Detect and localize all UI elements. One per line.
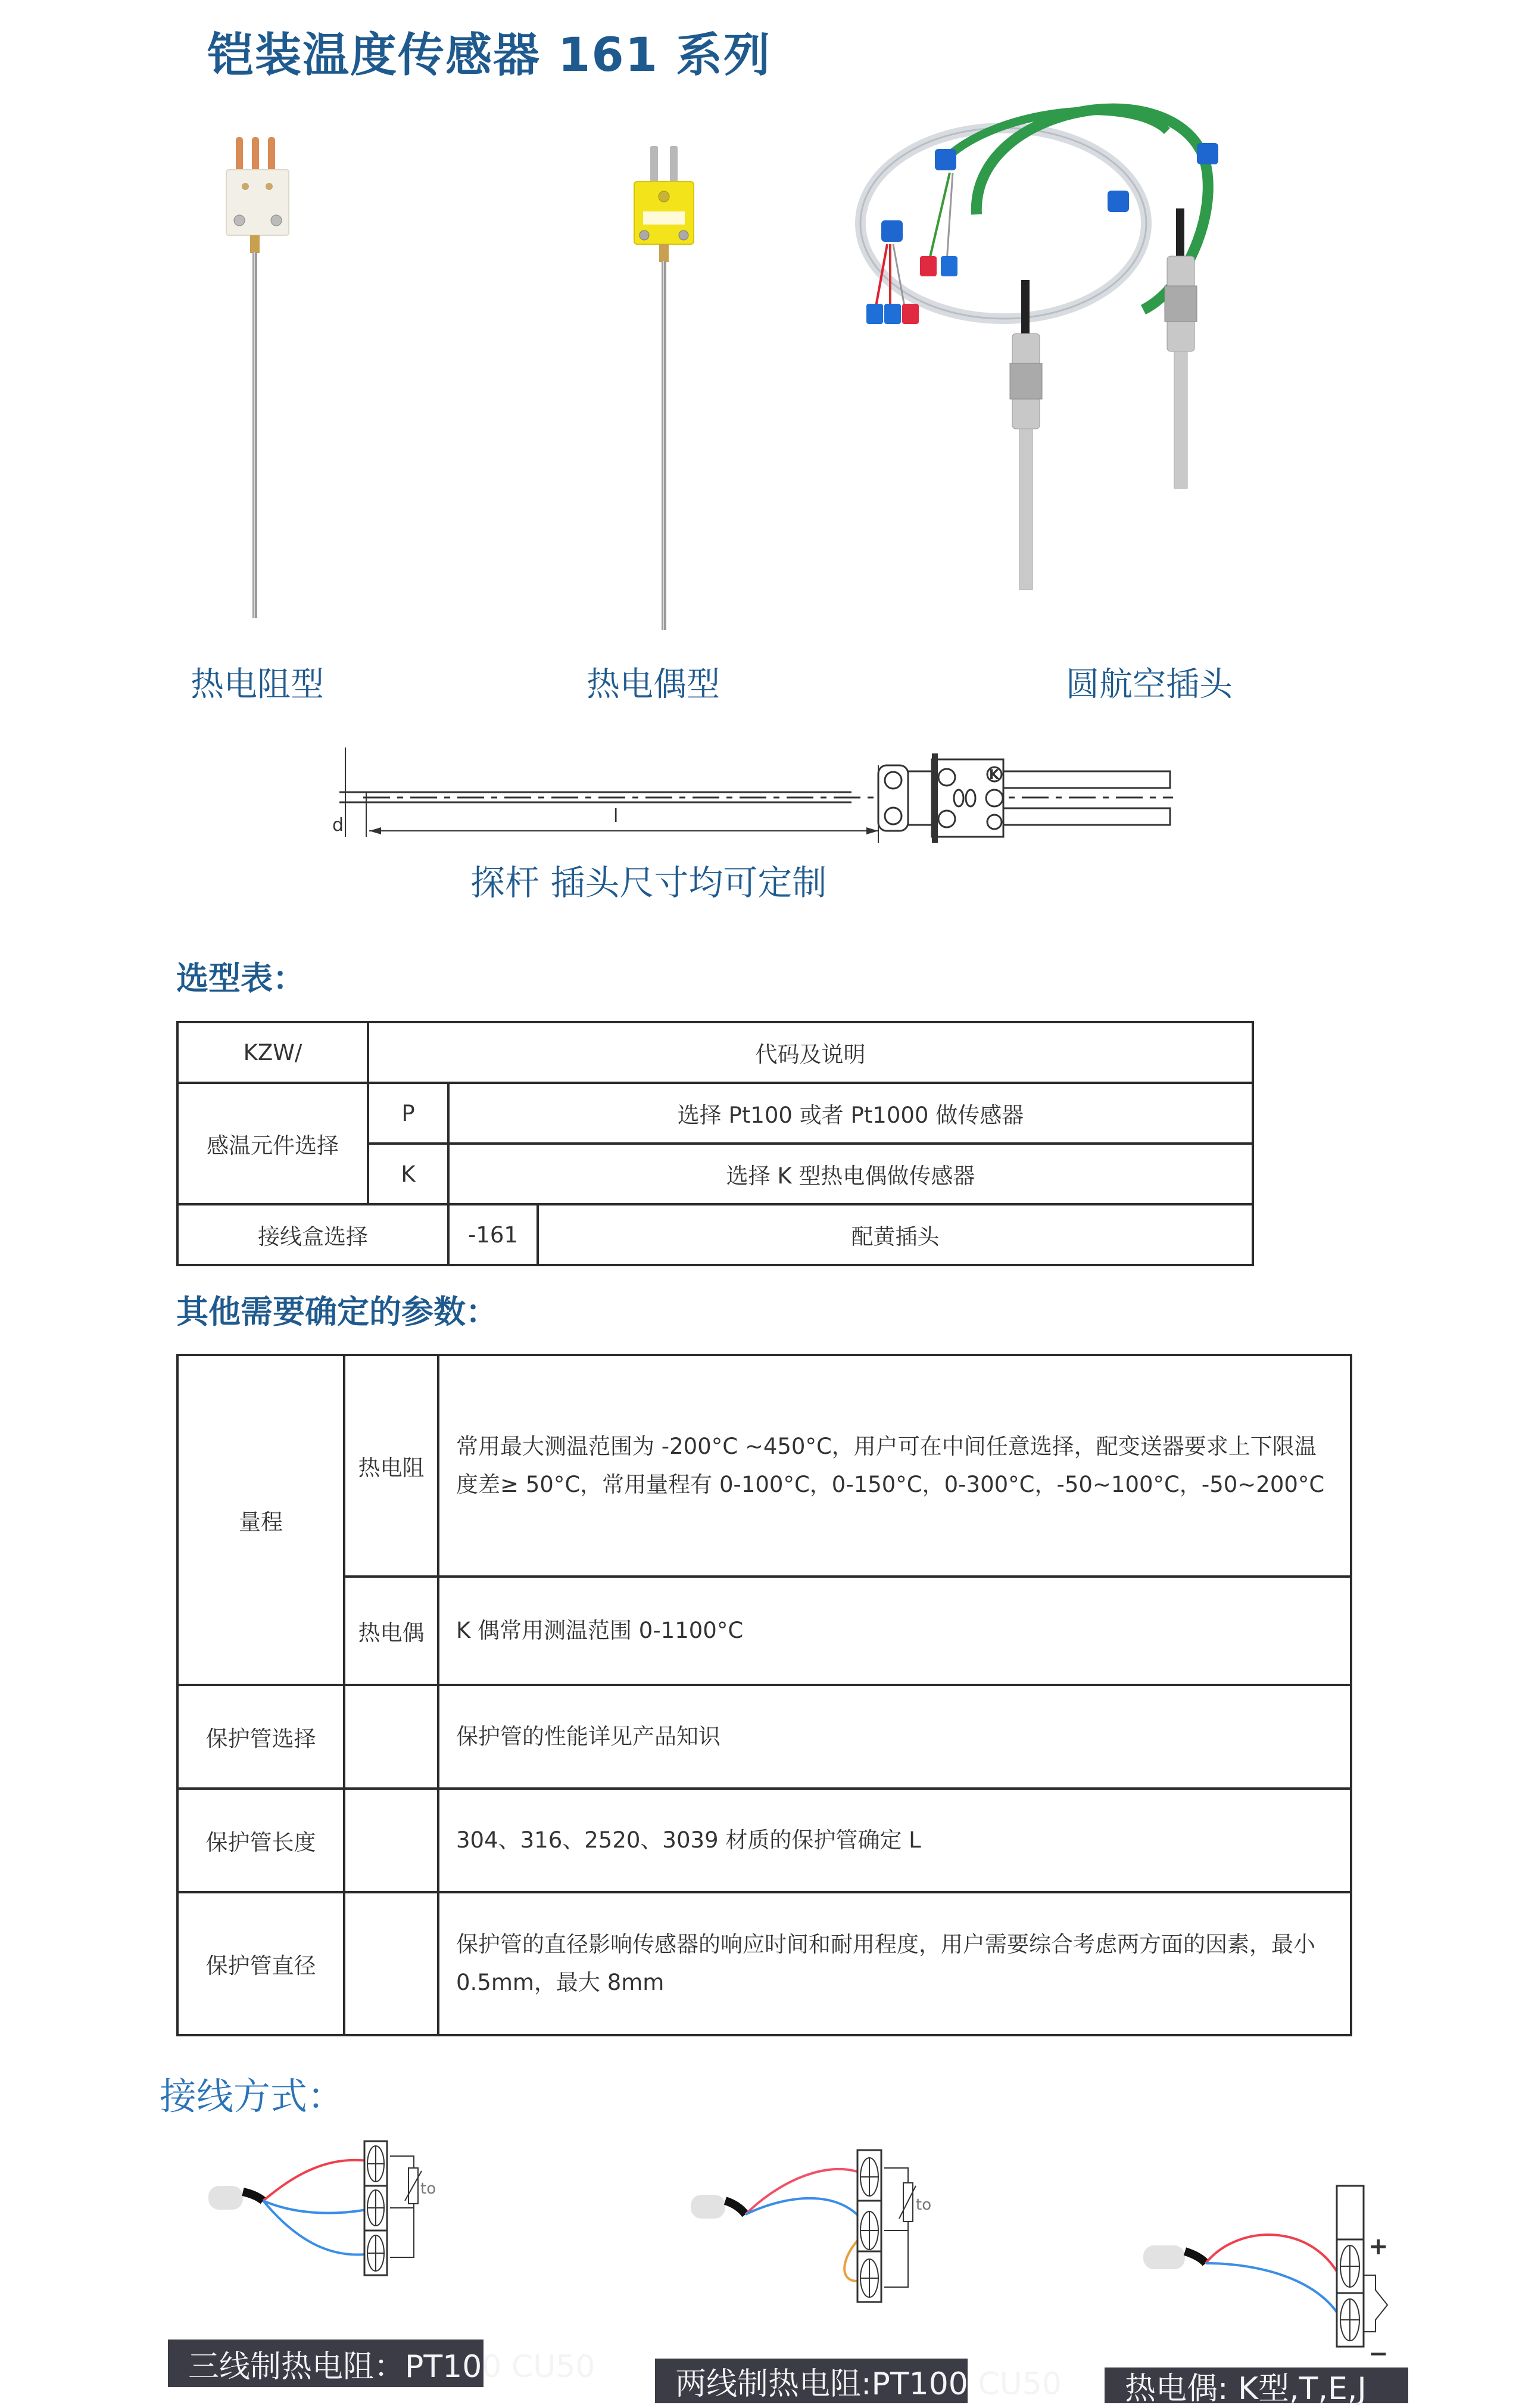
three-wire-rtd-caption: 三线制热电阻：PT100 CU50 — [168, 2340, 484, 2387]
thermocouple-caption: 热电偶: K型,T,E,J — [1105, 2367, 1408, 2403]
selection-table-heading: 选型表： — [176, 960, 305, 997]
aviation-connector-probes-image — [834, 83, 1298, 649]
two-wire-rtd-caption: 两线制热电阻:PT100 CU50 — [655, 2359, 968, 2403]
range-type-rtd: 热电阻 — [344, 1355, 438, 1577]
two-wire-rtd-diagram — [679, 2150, 988, 2311]
resistor-label: to — [916, 2196, 932, 2214]
tube-length-desc: 304、316、2520、3039 材质的保护管确定 L — [438, 1789, 1351, 1892]
product-label-thermocouple: 热电偶型 — [587, 665, 720, 704]
diameter-symbol: d — [332, 815, 344, 836]
dimension-caption: 探杆 插头尺寸均可定制 — [470, 862, 827, 903]
range-desc-tc: K 偶常用测温范围 0-1100°C — [438, 1577, 1351, 1685]
product-label-aviation: 圆航空插头 — [1066, 665, 1233, 704]
selection-table — [176, 1021, 1254, 1266]
sensor-group-label: 感温元件选择 — [177, 1083, 368, 1204]
minus-sign: − — [1368, 2340, 1389, 2367]
tube-length-empty — [344, 1789, 438, 1892]
product-label-rtd: 热电阻型 — [191, 665, 324, 704]
header-code-cell: KZW/ — [177, 1022, 368, 1083]
tube-selection-desc: 保护管的性能详见产品知识 — [438, 1685, 1351, 1789]
thermocouple-probe-image — [619, 134, 709, 640]
tube-selection-label: 保护管选择 — [177, 1685, 344, 1789]
tube-diameter-label: 保护管直径 — [177, 1892, 344, 2035]
three-wire-rtd-diagram — [196, 2141, 506, 2302]
tube-length-label: 保护管长度 — [177, 1789, 344, 1892]
plug-k-mark: K — [989, 768, 1000, 783]
params-table — [176, 1354, 1352, 2036]
page-title: 铠装温度传感器 161 系列 — [207, 29, 772, 82]
range-desc-rtd: 常用最大测温范围为 -200°C ~450°C，用户可在中间任意选择，配变送器要求上下限温度差≥ 50°C，常用量程有 0-100°C，0-150°C，0-300°C，-50~100°C，-50~200°C — [438, 1355, 1351, 1577]
tube-selection-empty — [344, 1685, 438, 1789]
resistor-label: to — [420, 2180, 436, 2198]
sensor-desc-k: 选择 K 型热电偶做传感器 — [448, 1144, 1253, 1204]
sensor-code-p: P — [368, 1083, 448, 1144]
sensor-desc-p: 选择 Pt100 或者 Pt1000 做传感器 — [448, 1083, 1253, 1144]
tube-diameter-desc: 保护管的直径影响传感器的响应时间和耐用程度，用户需要综合考虑两方面的因素，最小 0.5mm，最大 8mm — [438, 1892, 1351, 2035]
range-label: 量程 — [177, 1355, 344, 1685]
junction-code: -161 — [448, 1204, 538, 1265]
junction-label: 接线盒选择 — [177, 1204, 448, 1265]
plus-sign: + — [1368, 2233, 1389, 2260]
length-symbol: l — [613, 806, 619, 827]
tube-diameter-empty — [344, 1892, 438, 2035]
header-desc-cell: 代码及说明 — [368, 1022, 1253, 1083]
range-type-tc: 热电偶 — [344, 1577, 438, 1685]
thermocouple-diagram — [1131, 2168, 1441, 2367]
wiring-heading: 接线方式： — [160, 2074, 345, 2118]
params-table-heading: 其他需要确定的参数： — [176, 1293, 498, 1331]
rtd-probe-image — [214, 128, 304, 634]
sensor-code-k: K — [368, 1144, 448, 1204]
probe-dimension-drawing — [327, 747, 1185, 855]
junction-desc: 配黄插头 — [538, 1204, 1253, 1265]
